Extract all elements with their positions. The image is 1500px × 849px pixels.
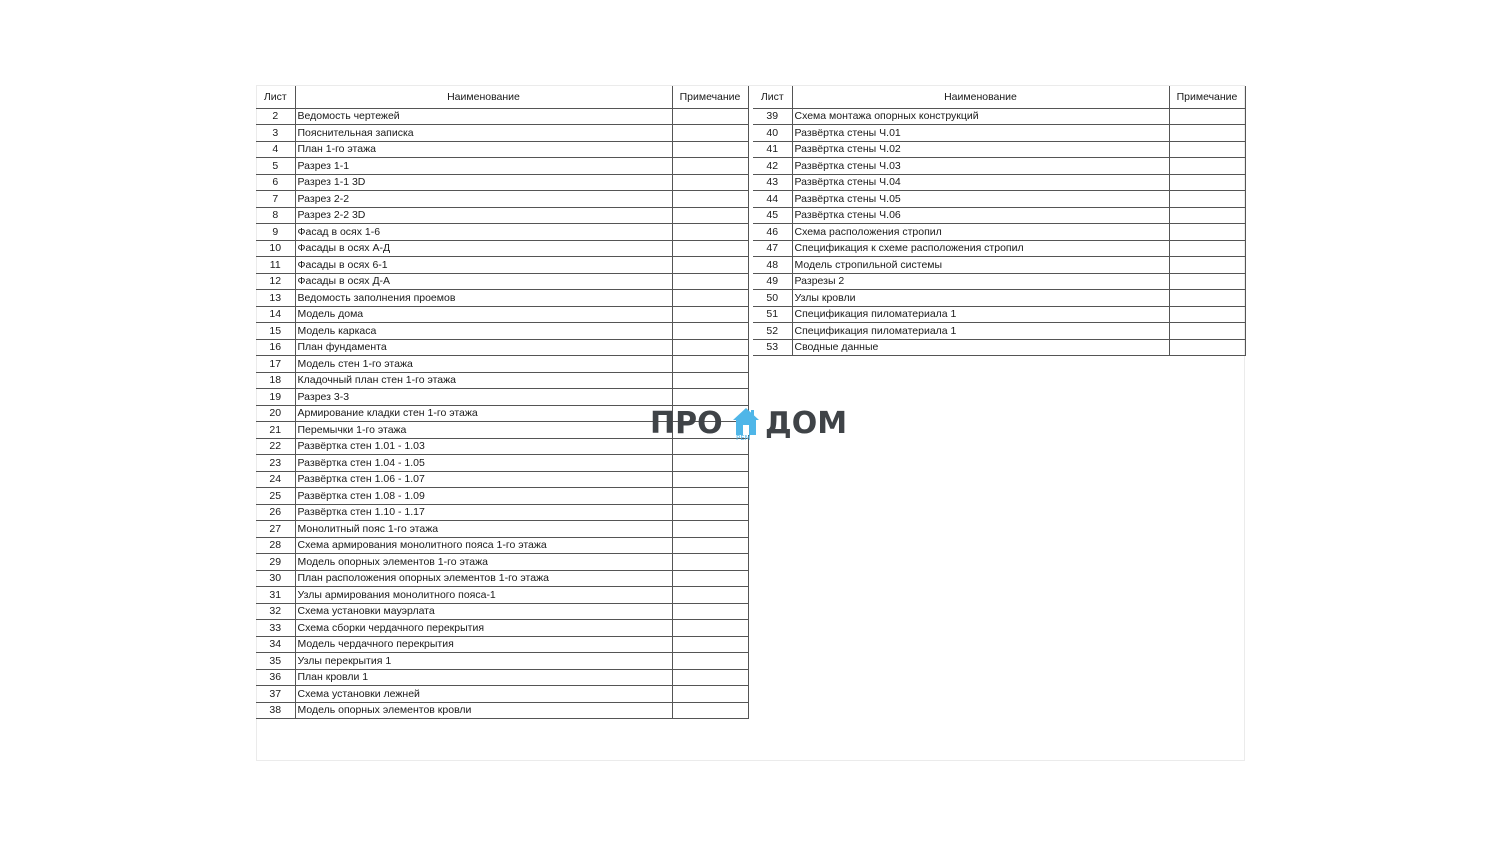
sheet-number-cell: 41	[753, 141, 792, 158]
sheet-number-cell: 23	[256, 455, 295, 472]
table-row	[256, 224, 748, 241]
table-row	[753, 108, 1245, 125]
table-row	[753, 174, 1245, 191]
table-row	[256, 389, 748, 406]
sheet-number-cell: 11	[256, 257, 295, 274]
table-row	[256, 471, 748, 488]
sheet-number-cell: 9	[256, 224, 295, 241]
note-cell	[672, 141, 748, 158]
logo-text-left: ПРО	[650, 406, 723, 441]
sheet-title-cell: Разрез 2-2	[295, 191, 672, 208]
note-cell	[672, 224, 748, 241]
sheet-title-cell: Развёртка стен 1.10 - 1.17	[295, 504, 672, 521]
sheet-title-cell: Разрез 1-1	[295, 158, 672, 175]
table-row	[753, 191, 1245, 208]
sheet-title-cell: Фасад в осях 1-6	[295, 224, 672, 241]
note-cell	[672, 521, 748, 538]
sheet-title-cell: Схема установки мауэрлата	[295, 603, 672, 620]
table-row	[256, 323, 748, 340]
sheet-title-cell: Развёртка стены Ч.04	[792, 174, 1169, 191]
sheet-number-cell: 10	[256, 240, 295, 257]
sheet-title-cell: План расположения опорных элементов 1-го этажа	[295, 570, 672, 587]
logo-subtext: РЕМ	[736, 434, 751, 442]
table-row	[256, 356, 748, 373]
note-cell	[1169, 306, 1245, 323]
table-header-row	[256, 86, 748, 108]
header-title: Наименование	[792, 86, 1169, 108]
table-row	[753, 290, 1245, 307]
sheet-title-cell: Модель стропильной системы	[792, 257, 1169, 274]
sheet-title-cell: Модель дома	[295, 306, 672, 323]
sheet-title-cell: Кладочный план стен 1-го этажа	[295, 372, 672, 389]
table-row	[753, 224, 1245, 241]
note-cell	[672, 620, 748, 637]
table-row	[256, 702, 748, 719]
note-cell	[672, 653, 748, 670]
header-title: Наименование	[295, 86, 672, 108]
note-cell	[672, 306, 748, 323]
sheet-number-cell: 46	[753, 224, 792, 241]
note-cell	[672, 636, 748, 653]
note-cell	[672, 603, 748, 620]
table-row	[753, 273, 1245, 290]
note-cell	[672, 488, 748, 505]
note-cell	[672, 372, 748, 389]
note-cell	[672, 356, 748, 373]
note-cell	[1169, 339, 1245, 356]
sheet-title-cell: Развёртка стены Ч.01	[792, 125, 1169, 142]
drawings-list-table-left	[256, 86, 749, 719]
sheet-number-cell: 3	[256, 125, 295, 142]
header-sheet-number: Лист	[256, 86, 295, 108]
sheet-number-cell: 22	[256, 438, 295, 455]
sheet-number-cell: 2	[256, 108, 295, 125]
table-row	[256, 686, 748, 703]
table-row	[256, 108, 748, 125]
note-cell	[672, 125, 748, 142]
sheet-number-cell: 14	[256, 306, 295, 323]
note-cell	[672, 455, 748, 472]
table-row	[753, 339, 1245, 356]
sheet-title-cell: Развёртка стен 1.04 - 1.05	[295, 455, 672, 472]
watermark-logo	[650, 406, 850, 444]
sheet-number-cell: 43	[753, 174, 792, 191]
note-cell	[672, 158, 748, 175]
sheet-number-cell: 40	[753, 125, 792, 142]
note-cell	[672, 174, 748, 191]
sheet-title-cell: Развёртка стены Ч.06	[792, 207, 1169, 224]
sheet-title-cell: План кровли 1	[295, 669, 672, 686]
sheet-number-cell: 26	[256, 504, 295, 521]
table-row	[256, 587, 748, 604]
sheet-title-cell: Ведомость заполнения проемов	[295, 290, 672, 307]
sheet-title-cell: Развёртка стен 1.08 - 1.09	[295, 488, 672, 505]
note-cell	[1169, 207, 1245, 224]
sheet-title-cell: Перемычки 1-го этажа	[295, 422, 672, 439]
note-cell	[1169, 158, 1245, 175]
sheet-number-cell: 16	[256, 339, 295, 356]
sheet-title-cell: Спецификация пиломатериала 1	[792, 323, 1169, 340]
table-row	[256, 125, 748, 142]
sheet-title-cell: Разрезы 2	[792, 273, 1169, 290]
sheet-number-cell: 29	[256, 554, 295, 571]
note-cell	[1169, 273, 1245, 290]
note-cell	[1169, 108, 1245, 125]
table-row	[256, 207, 748, 224]
note-cell	[672, 702, 748, 719]
note-cell	[672, 240, 748, 257]
sheet-title-cell: Схема сборки чердачного перекрытия	[295, 620, 672, 637]
sheet-number-cell: 24	[256, 471, 295, 488]
sheet-title-cell: Узлы армирования монолитного пояса-1	[295, 587, 672, 604]
sheet-number-cell: 50	[753, 290, 792, 307]
note-cell	[1169, 323, 1245, 340]
table-row	[256, 240, 748, 257]
table-header-row	[753, 86, 1245, 108]
sheet-title-cell: Развёртка стен 1.06 - 1.07	[295, 471, 672, 488]
sheet-title-cell: Узлы кровли	[792, 290, 1169, 307]
header-note: Примечание	[672, 86, 748, 108]
sheet-title-cell: Схема монтажа опорных конструкций	[792, 108, 1169, 125]
sheet-number-cell: 31	[256, 587, 295, 604]
table-row	[256, 537, 748, 554]
note-cell	[1169, 257, 1245, 274]
sheet-title-cell: Схема расположения стропил	[792, 224, 1169, 241]
table-row	[753, 141, 1245, 158]
sheet-number-cell: 15	[256, 323, 295, 340]
table-row	[256, 141, 748, 158]
sheet-number-cell: 48	[753, 257, 792, 274]
sheet-title-cell: Развёртка стены Ч.03	[792, 158, 1169, 175]
table-row	[256, 257, 748, 274]
sheet-number-cell: 5	[256, 158, 295, 175]
table-row	[256, 455, 748, 472]
sheet-number-cell: 35	[256, 653, 295, 670]
note-cell	[672, 389, 748, 406]
sheet-title-cell: Разрез 1-1 3D	[295, 174, 672, 191]
table-row	[256, 603, 748, 620]
table-row	[256, 339, 748, 356]
sheet-number-cell: 32	[256, 603, 295, 620]
table-row	[256, 620, 748, 637]
note-cell	[672, 339, 748, 356]
table-row	[753, 158, 1245, 175]
table-row	[256, 636, 748, 653]
sheet-number-cell: 37	[256, 686, 295, 703]
table-row	[753, 207, 1245, 224]
sheet-title-cell: Разрез 2-2 3D	[295, 207, 672, 224]
sheet-title-cell: Разрез 3-3	[295, 389, 672, 406]
sheet-number-cell: 28	[256, 537, 295, 554]
note-cell	[672, 290, 748, 307]
sheet-title-cell: Сводные данные	[792, 339, 1169, 356]
drawings-list-table-right	[753, 86, 1246, 356]
note-cell	[672, 273, 748, 290]
sheet-title-cell: Спецификация к схеме расположения стропил	[792, 240, 1169, 257]
sheet-title-cell: Пояснительная записка	[295, 125, 672, 142]
sheet-number-cell: 36	[256, 669, 295, 686]
sheet-number-cell: 53	[753, 339, 792, 356]
sheet-number-cell: 34	[256, 636, 295, 653]
note-cell	[672, 108, 748, 125]
house-icon	[732, 407, 760, 437]
sheet-title-cell: Модель чердачного перекрытия	[295, 636, 672, 653]
sheet-number-cell: 44	[753, 191, 792, 208]
table-row	[256, 554, 748, 571]
sheet-title-cell: Спецификация пиломатериала 1	[792, 306, 1169, 323]
table-row	[753, 323, 1245, 340]
sheet-title-cell: Узлы перекрытия 1	[295, 653, 672, 670]
sheet-title-cell: План 1-го этажа	[295, 141, 672, 158]
sheet-title-cell: Модель опорных элементов кровли	[295, 702, 672, 719]
table-row	[256, 521, 748, 538]
sheet-title-cell: Монолитный пояс 1-го этажа	[295, 521, 672, 538]
sheet-number-cell: 7	[256, 191, 295, 208]
sheet-number-cell: 12	[256, 273, 295, 290]
note-cell	[1169, 191, 1245, 208]
sheet-number-cell: 49	[753, 273, 792, 290]
sheet-number-cell: 30	[256, 570, 295, 587]
sheet-title-cell: Ведомость чертежей	[295, 108, 672, 125]
sheet-number-cell: 45	[753, 207, 792, 224]
table-row	[753, 306, 1245, 323]
sheet-number-cell: 20	[256, 405, 295, 422]
note-cell	[672, 537, 748, 554]
sheet-title-cell: Модель опорных элементов 1-го этажа	[295, 554, 672, 571]
table-row	[256, 669, 748, 686]
sheet-number-cell: 25	[256, 488, 295, 505]
sheet-title-cell: Модель стен 1-го этажа	[295, 356, 672, 373]
sheet-title-cell: Развёртка стен 1.01 - 1.03	[295, 438, 672, 455]
table-row	[256, 191, 748, 208]
note-cell	[1169, 240, 1245, 257]
table-row	[753, 125, 1245, 142]
table-row	[256, 372, 748, 389]
sheet-number-cell: 4	[256, 141, 295, 158]
note-cell	[1169, 174, 1245, 191]
table-row	[256, 653, 748, 670]
sheet-number-cell: 18	[256, 372, 295, 389]
table-row	[256, 504, 748, 521]
sheet-title-cell: Фасады в осях Д-А	[295, 273, 672, 290]
sheet-title-cell: Фасады в осях 6-1	[295, 257, 672, 274]
sheet-title-cell: Схема армирования монолитного пояса 1-го этажа	[295, 537, 672, 554]
table-row	[753, 240, 1245, 257]
note-cell	[672, 504, 748, 521]
sheet-number-cell: 39	[753, 108, 792, 125]
sheet-number-cell: 52	[753, 323, 792, 340]
note-cell	[672, 587, 748, 604]
table-row	[753, 257, 1245, 274]
sheet-number-cell: 42	[753, 158, 792, 175]
sheet-number-cell: 51	[753, 306, 792, 323]
table-row	[256, 290, 748, 307]
sheet-title-cell: План фундамента	[295, 339, 672, 356]
table-row	[256, 158, 748, 175]
table-row	[256, 273, 748, 290]
note-cell	[672, 323, 748, 340]
header-sheet-number: Лист	[753, 86, 792, 108]
logo-text-right: ДОМ	[765, 406, 848, 441]
note-cell	[672, 554, 748, 571]
sheet-number-cell: 8	[256, 207, 295, 224]
note-cell	[672, 570, 748, 587]
header-note: Примечание	[1169, 86, 1245, 108]
note-cell	[1169, 224, 1245, 241]
note-cell	[672, 191, 748, 208]
table-row	[256, 488, 748, 505]
note-cell	[672, 207, 748, 224]
sheet-title-cell: Схема установки лежней	[295, 686, 672, 703]
note-cell	[1169, 290, 1245, 307]
sheet-title-cell: Развёртка стены Ч.02	[792, 141, 1169, 158]
sheet-number-cell: 47	[753, 240, 792, 257]
sheet-title-cell: Фасады в осях А-Д	[295, 240, 672, 257]
sheet-number-cell: 17	[256, 356, 295, 373]
sheet-number-cell: 38	[256, 702, 295, 719]
table-row	[256, 570, 748, 587]
sheet-title-cell: Армирование кладки стен 1-го этажа	[295, 405, 672, 422]
note-cell	[672, 471, 748, 488]
sheet-number-cell: 33	[256, 620, 295, 637]
sheet-number-cell: 13	[256, 290, 295, 307]
table-row	[256, 174, 748, 191]
note-cell	[672, 257, 748, 274]
sheet-number-cell: 27	[256, 521, 295, 538]
note-cell	[1169, 141, 1245, 158]
sheet-number-cell: 21	[256, 422, 295, 439]
note-cell	[1169, 125, 1245, 142]
sheet-title-cell: Модель каркаса	[295, 323, 672, 340]
sheet-number-cell: 19	[256, 389, 295, 406]
sheet-title-cell: Развёртка стены Ч.05	[792, 191, 1169, 208]
table-row	[256, 306, 748, 323]
sheet-number-cell: 6	[256, 174, 295, 191]
note-cell	[672, 686, 748, 703]
note-cell	[672, 669, 748, 686]
